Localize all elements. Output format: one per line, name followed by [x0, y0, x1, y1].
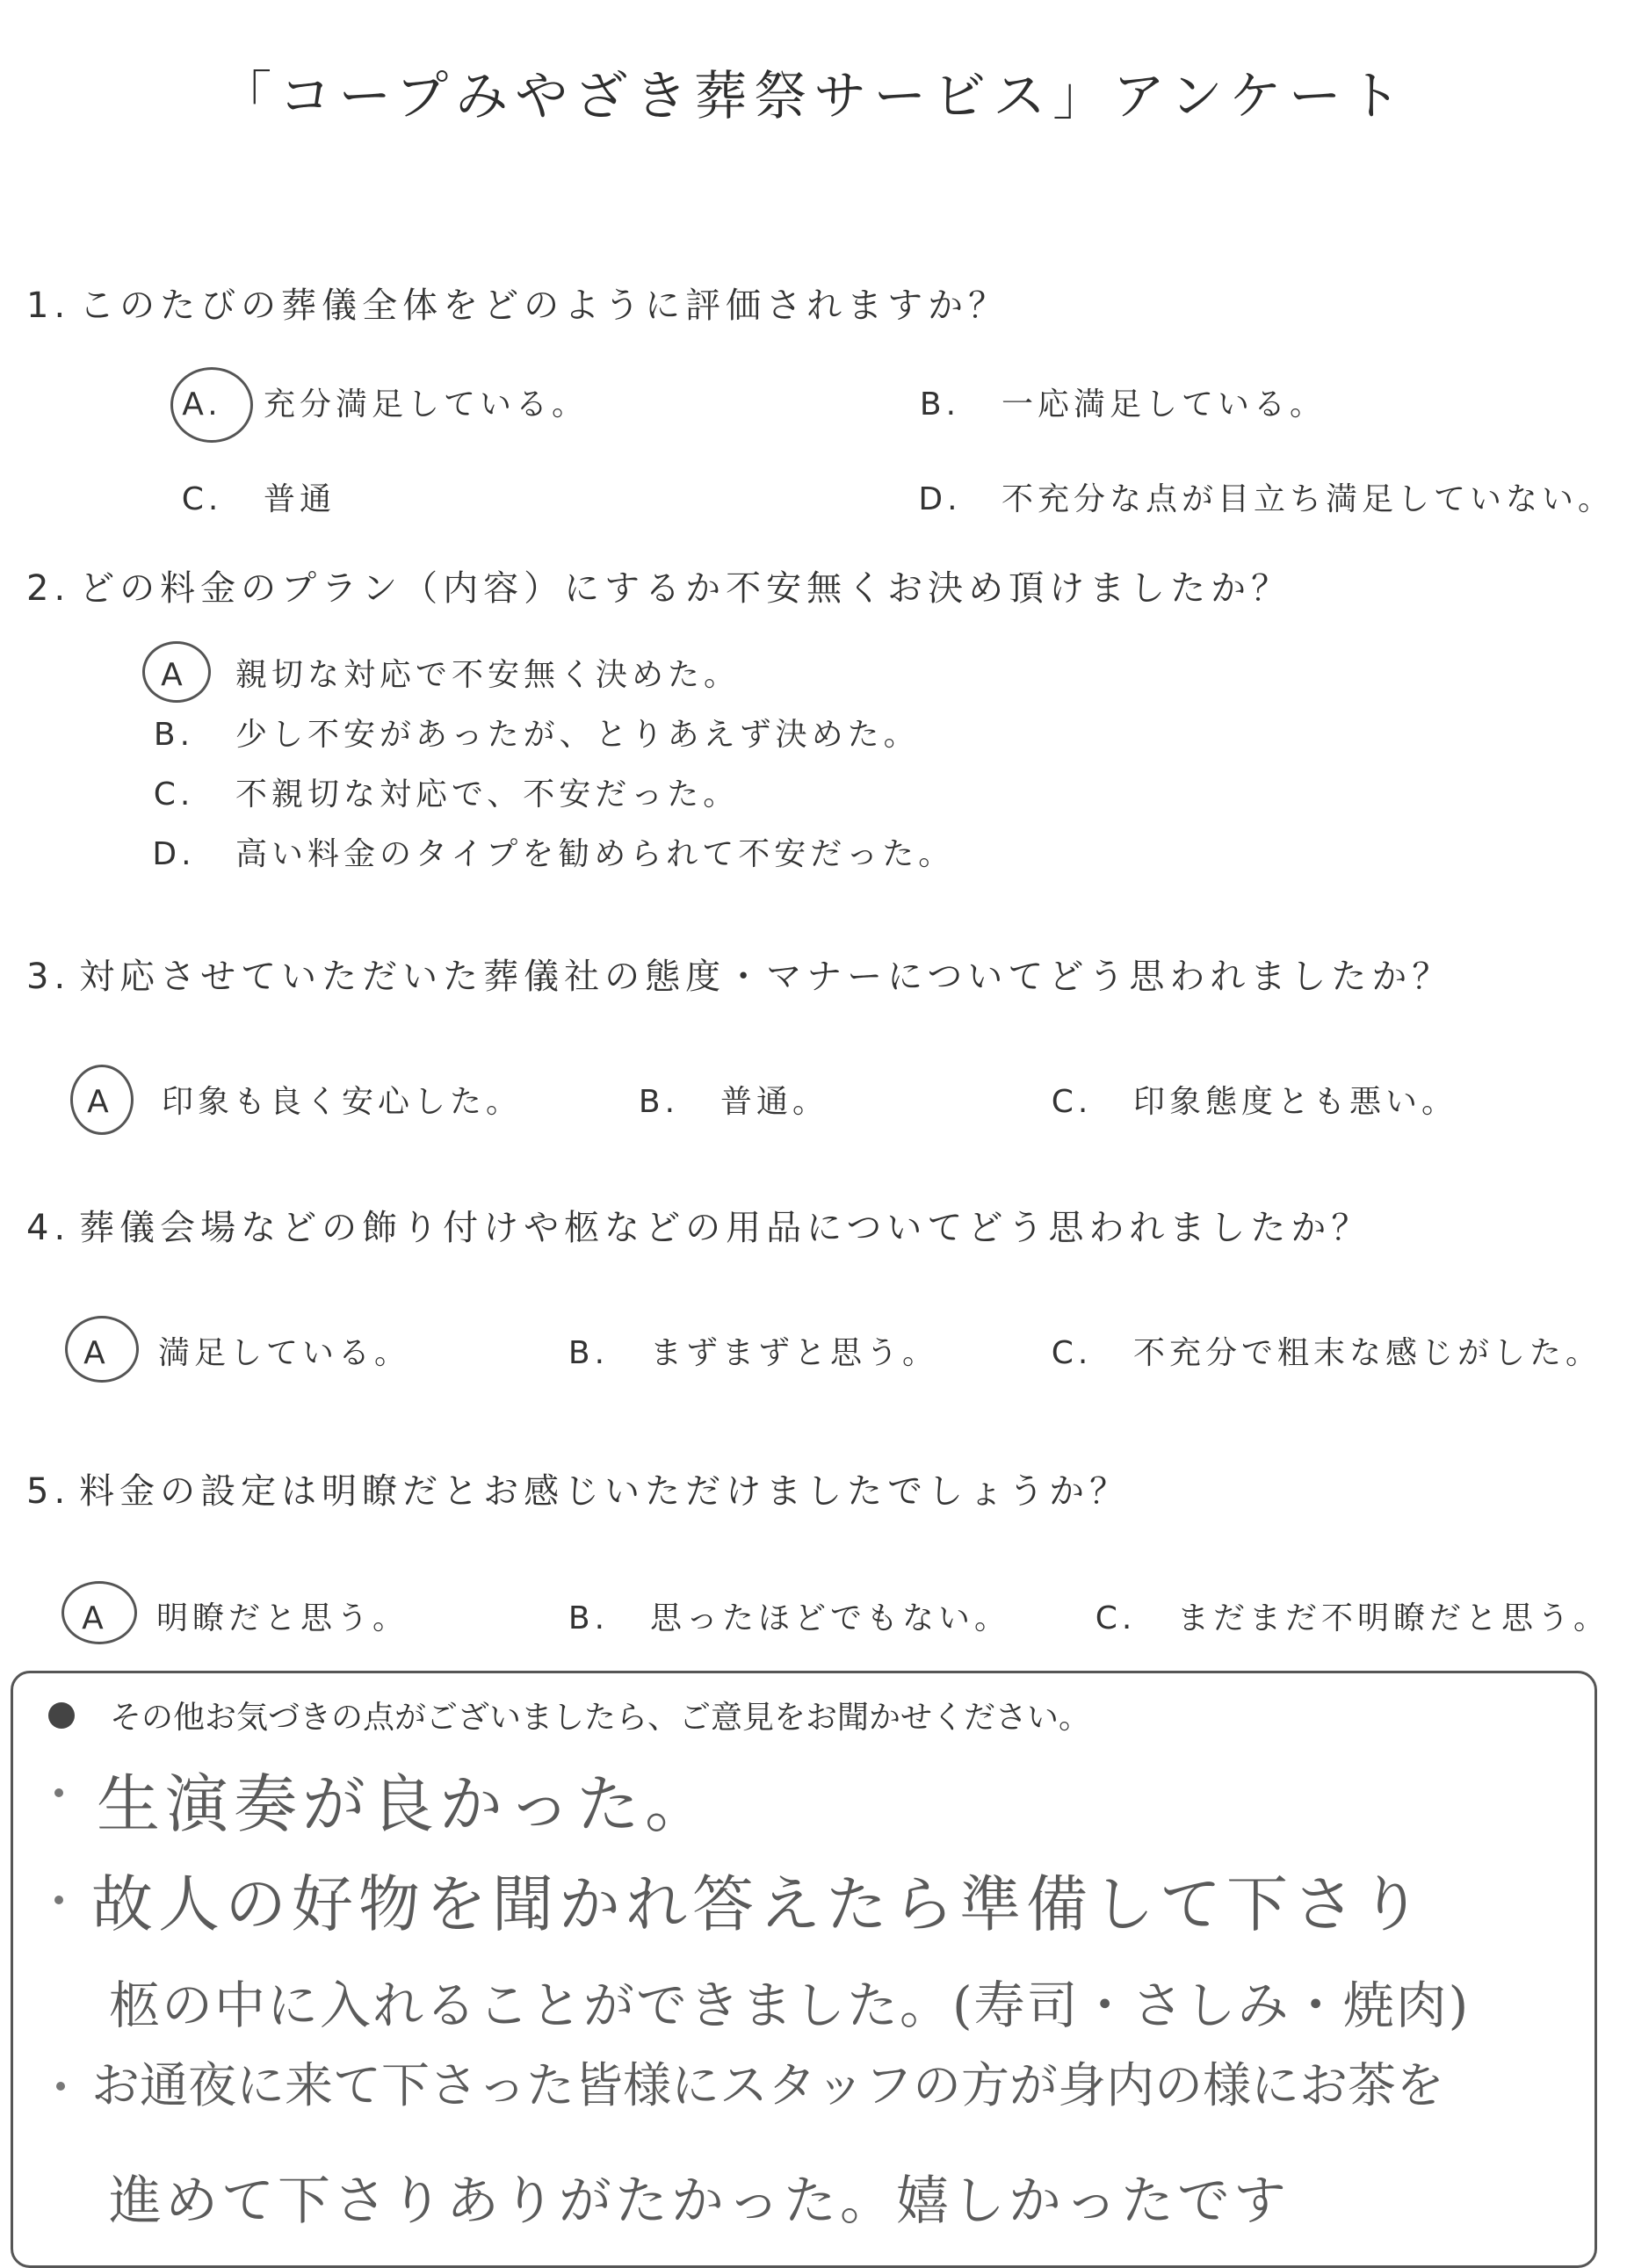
handwritten-bullet	[54, 1896, 63, 1904]
option-text: 一応満足している。	[1002, 386, 1327, 423]
question-4	[26, 1200, 1371, 1250]
q4-option-b[interactable]	[562, 1328, 938, 1373]
option-letter: D.	[918, 481, 962, 517]
comment-prompt	[48, 1693, 1090, 1737]
bullet-icon	[48, 1702, 75, 1729]
q4-option-c[interactable]	[1045, 1328, 1602, 1373]
q1-option-b[interactable]	[914, 379, 1326, 424]
q1-option-d[interactable]	[914, 474, 1614, 519]
option-text: 不親切な対応で、不安だった。	[235, 776, 740, 813]
option-letter: A	[82, 1600, 108, 1636]
option-text: 充分満足している。	[264, 386, 589, 423]
handwritten-line-5: 進めて下さりありがたかった。嬉しかったです	[109, 2170, 1290, 2232]
q1-option-a[interactable]	[176, 379, 588, 424]
question-text: 料金の設定は明瞭だとお感じいただけましたでしょうか？	[79, 1471, 1131, 1512]
option-letter: B.	[568, 1600, 610, 1636]
question-number: 2.	[26, 568, 71, 609]
question-number: 1.	[26, 285, 71, 326]
option-text: 普通	[264, 481, 336, 517]
option-text: 不充分な点が目立ち満足していない。	[1002, 481, 1615, 517]
question-text: このたびの葬儀全体をどのように評価されますか？	[79, 285, 1009, 326]
comment-prompt-text: その他お気づきの点がございましたら、ご意見をお聞かせください。	[110, 1700, 1091, 1736]
q5-option-b[interactable]	[562, 1593, 1010, 1638]
option-letter: B.	[153, 717, 195, 753]
handwritten-line-2: 故人の好物を聞かれ答えたら準備して下さり	[91, 1868, 1427, 1940]
survey-title: 「コープみやざき葬祭サービス」アンケート	[219, 66, 1408, 127]
option-text: 高い料金のタイプを勧められて不安だった。	[235, 836, 955, 872]
option-letter: B.	[638, 1084, 680, 1120]
option-letter: B.	[568, 1335, 610, 1371]
question-2	[26, 560, 1291, 610]
option-text: 親切な対応で不安無く決めた。	[235, 657, 741, 693]
handwritten-line-4: お通夜に来て下さった皆様にスタッフの方が身内の様にお茶を	[91, 2057, 1445, 2113]
option-text: まずまずと思う。	[650, 1335, 939, 1371]
question-text: 対応させていただいた葬儀社の態度・マナーについてどう思われましたか？	[79, 957, 1453, 997]
question-text: どの料金のプラン（内容）にするか不安無くお決め頂けましたか？	[79, 568, 1292, 609]
handwritten-line-3: 柩の中に入れることができました。(寿司・さしみ・焼肉)	[109, 1975, 1471, 2035]
option-letter: A	[83, 1335, 110, 1371]
q5-option-c[interactable]	[1089, 1593, 1609, 1638]
question-1	[26, 278, 1009, 328]
handwritten-line-1: 生演奏が良かった。	[97, 1767, 714, 1841]
question-5	[26, 1463, 1130, 1513]
option-letter: A	[87, 1084, 113, 1120]
handwritten-bullet	[56, 2082, 65, 2091]
option-letter: D.	[152, 836, 196, 872]
question-text: 葬儀会場などの飾り付けや柩などの用品についてどう思われましたか？	[79, 1208, 1372, 1248]
q2-option-d[interactable]	[148, 829, 954, 874]
question-number: 3.	[26, 957, 71, 997]
option-letter: A.	[182, 386, 222, 423]
question-3	[26, 949, 1452, 999]
q2-option-b[interactable]	[148, 710, 920, 755]
option-text: 普通。	[720, 1084, 829, 1120]
q2-option-a[interactable]	[148, 650, 740, 695]
option-letter: C.	[1051, 1335, 1093, 1371]
option-text: 印象態度とも悪い。	[1133, 1084, 1458, 1120]
question-number: 5.	[26, 1471, 71, 1512]
q4-option-a[interactable]	[70, 1328, 410, 1373]
option-text: 満足している。	[158, 1335, 411, 1371]
option-letter: C.	[1095, 1600, 1137, 1636]
option-letter: A	[161, 657, 187, 693]
option-text: 不充分で粗末な感じがした。	[1133, 1335, 1602, 1371]
q1-option-c[interactable]	[176, 474, 336, 519]
q2-option-c[interactable]	[148, 769, 739, 814]
q3-option-c[interactable]	[1045, 1077, 1457, 1122]
q3-option-a[interactable]	[74, 1077, 522, 1122]
q5-option-a[interactable]	[69, 1593, 409, 1638]
option-text: 少し不安があったが、とりあえず決めた。	[235, 717, 920, 753]
handwritten-bullet	[54, 1788, 63, 1797]
option-text: 明瞭だと思う。	[156, 1600, 409, 1636]
q3-option-b[interactable]	[633, 1077, 828, 1122]
question-number: 4.	[26, 1208, 71, 1248]
option-letter: C.	[181, 481, 223, 517]
option-letter: C.	[1051, 1084, 1093, 1120]
option-text: まだまだ不明瞭だと思う。	[1177, 1600, 1610, 1636]
option-text: 印象も良く安心した。	[162, 1084, 523, 1120]
option-letter: B.	[919, 386, 961, 423]
option-letter: C.	[153, 776, 195, 813]
option-text: 思ったほどでもない。	[650, 1600, 1011, 1636]
